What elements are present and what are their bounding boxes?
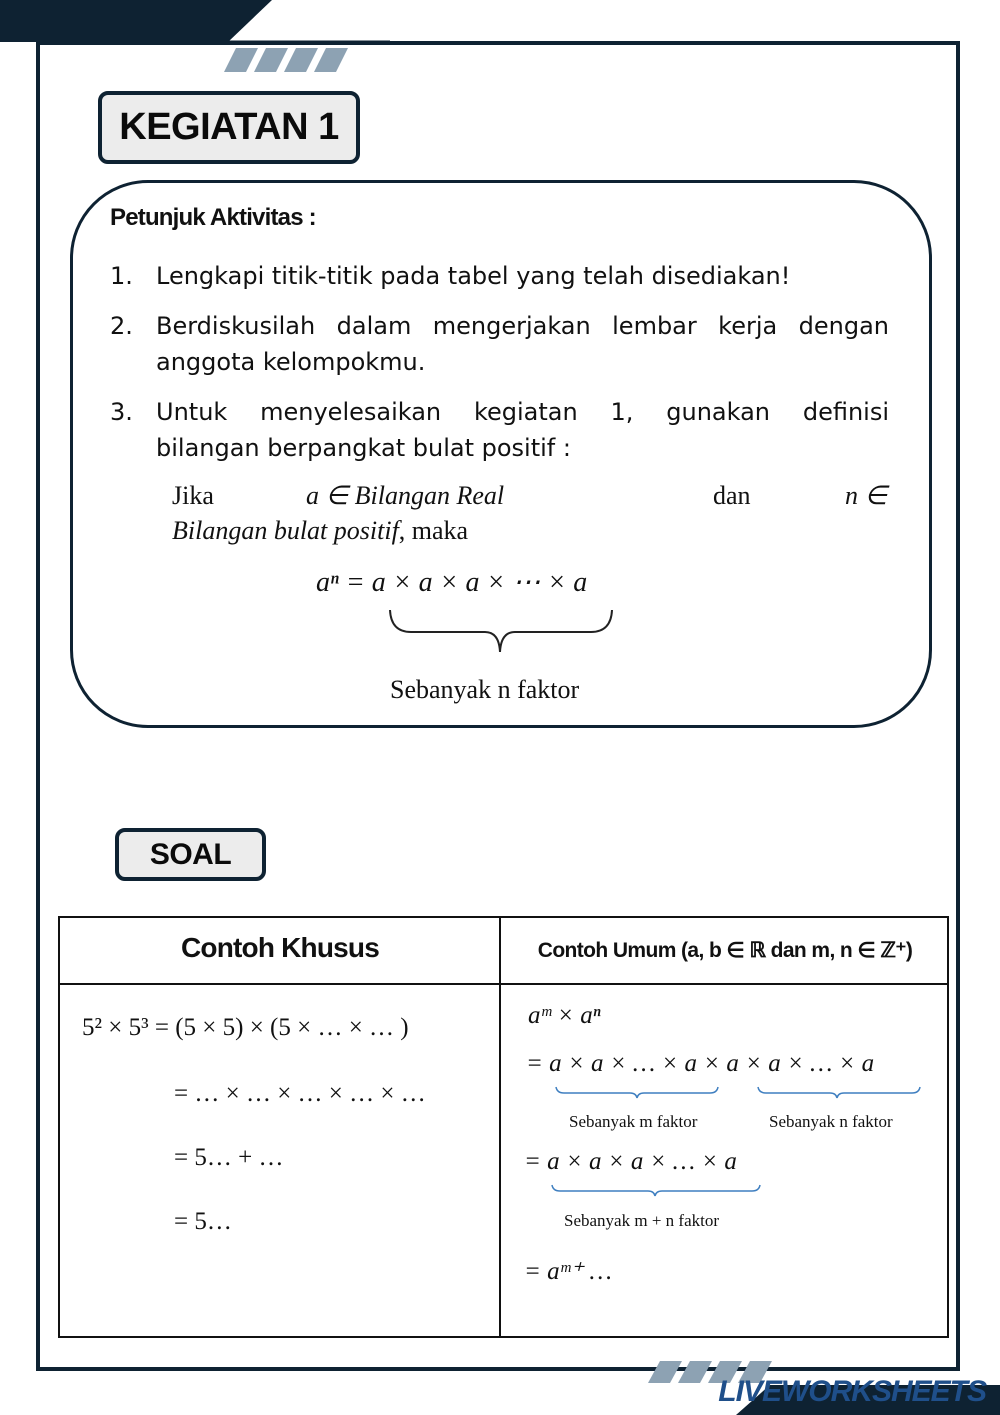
- liveworksheets-watermark: LIVEWORKSHEETS: [718, 1375, 986, 1408]
- header-contoh-umum: Contoh Umum (a, b ∈ ℝ dan m, n ∈ ℤ⁺): [537, 939, 913, 962]
- umum-line-3: = a × a × a × … × a: [524, 1148, 737, 1175]
- formula-brace: [385, 608, 617, 660]
- item-1-text: Lengkapi titik-titik pada tabel yang telah disediakan!: [156, 262, 791, 290]
- umum-line-4: = aᵐ⁺ …: [524, 1258, 612, 1285]
- item-2-line2: anggota kelompokmu.: [156, 348, 426, 376]
- brace-m-plus-n: [548, 1184, 766, 1198]
- khusus-line-3: = 5… + …: [174, 1144, 284, 1171]
- item-2-number: 2.: [110, 312, 133, 340]
- item-3-line2: bilangan berpangkat bulat positif :: [156, 434, 571, 462]
- instructions-title: Petunjuk Aktivitas :: [110, 204, 316, 231]
- definition-jika: Jika: [172, 481, 214, 510]
- definition-dan: dan: [713, 481, 751, 510]
- item-3-line1: Untuk menyelesaikan kegiatan 1, gunakan definisi: [156, 398, 889, 426]
- definition-n-in: n ∈: [845, 481, 888, 510]
- soal-badge: SOAL: [115, 828, 266, 881]
- umum-line-1: aᵐ × aⁿ: [528, 1002, 601, 1029]
- umum-line-2: = a × a × … × a × a × a × … × a: [526, 1050, 875, 1077]
- definition-maka: , maka: [398, 516, 469, 545]
- definition-a-in-real: a ∈ Bilangan Real: [306, 481, 505, 510]
- definition-bulat-positif: Bilangan bulat positif: [172, 516, 399, 545]
- brace-n-label: Sebanyak n faktor: [769, 1112, 893, 1131]
- khusus-line-1: 5² × 5³ = (5 × 5) × (5 × … × … ): [82, 1014, 409, 1041]
- khusus-line-2: = … × … × … × … × …: [174, 1080, 426, 1107]
- kegiatan-badge: KEGIATAN 1: [98, 91, 360, 164]
- header-contoh-khusus: Contoh Khusus: [180, 932, 379, 963]
- item-1-number: 1.: [110, 262, 133, 290]
- formula-brace-label: Sebanyak n faktor: [390, 675, 580, 704]
- table-column-divider: [499, 916, 501, 1338]
- power-definition-formula: aⁿ = a × a × a × ⋯ × a: [316, 567, 588, 598]
- khusus-line-4: = 5…: [174, 1208, 232, 1235]
- table-header-divider: [58, 983, 949, 985]
- brace-m-label: Sebanyak m faktor: [569, 1112, 698, 1131]
- item-3-number: 3.: [110, 398, 133, 426]
- braces-m-n: [552, 1086, 924, 1100]
- brace-mn-label: Sebanyak m + n faktor: [564, 1211, 719, 1230]
- definition-line2: [172, 516, 468, 546]
- item-2-line1: Berdiskusilah dalam mengerjakan lembar kerja dengan: [156, 312, 889, 340]
